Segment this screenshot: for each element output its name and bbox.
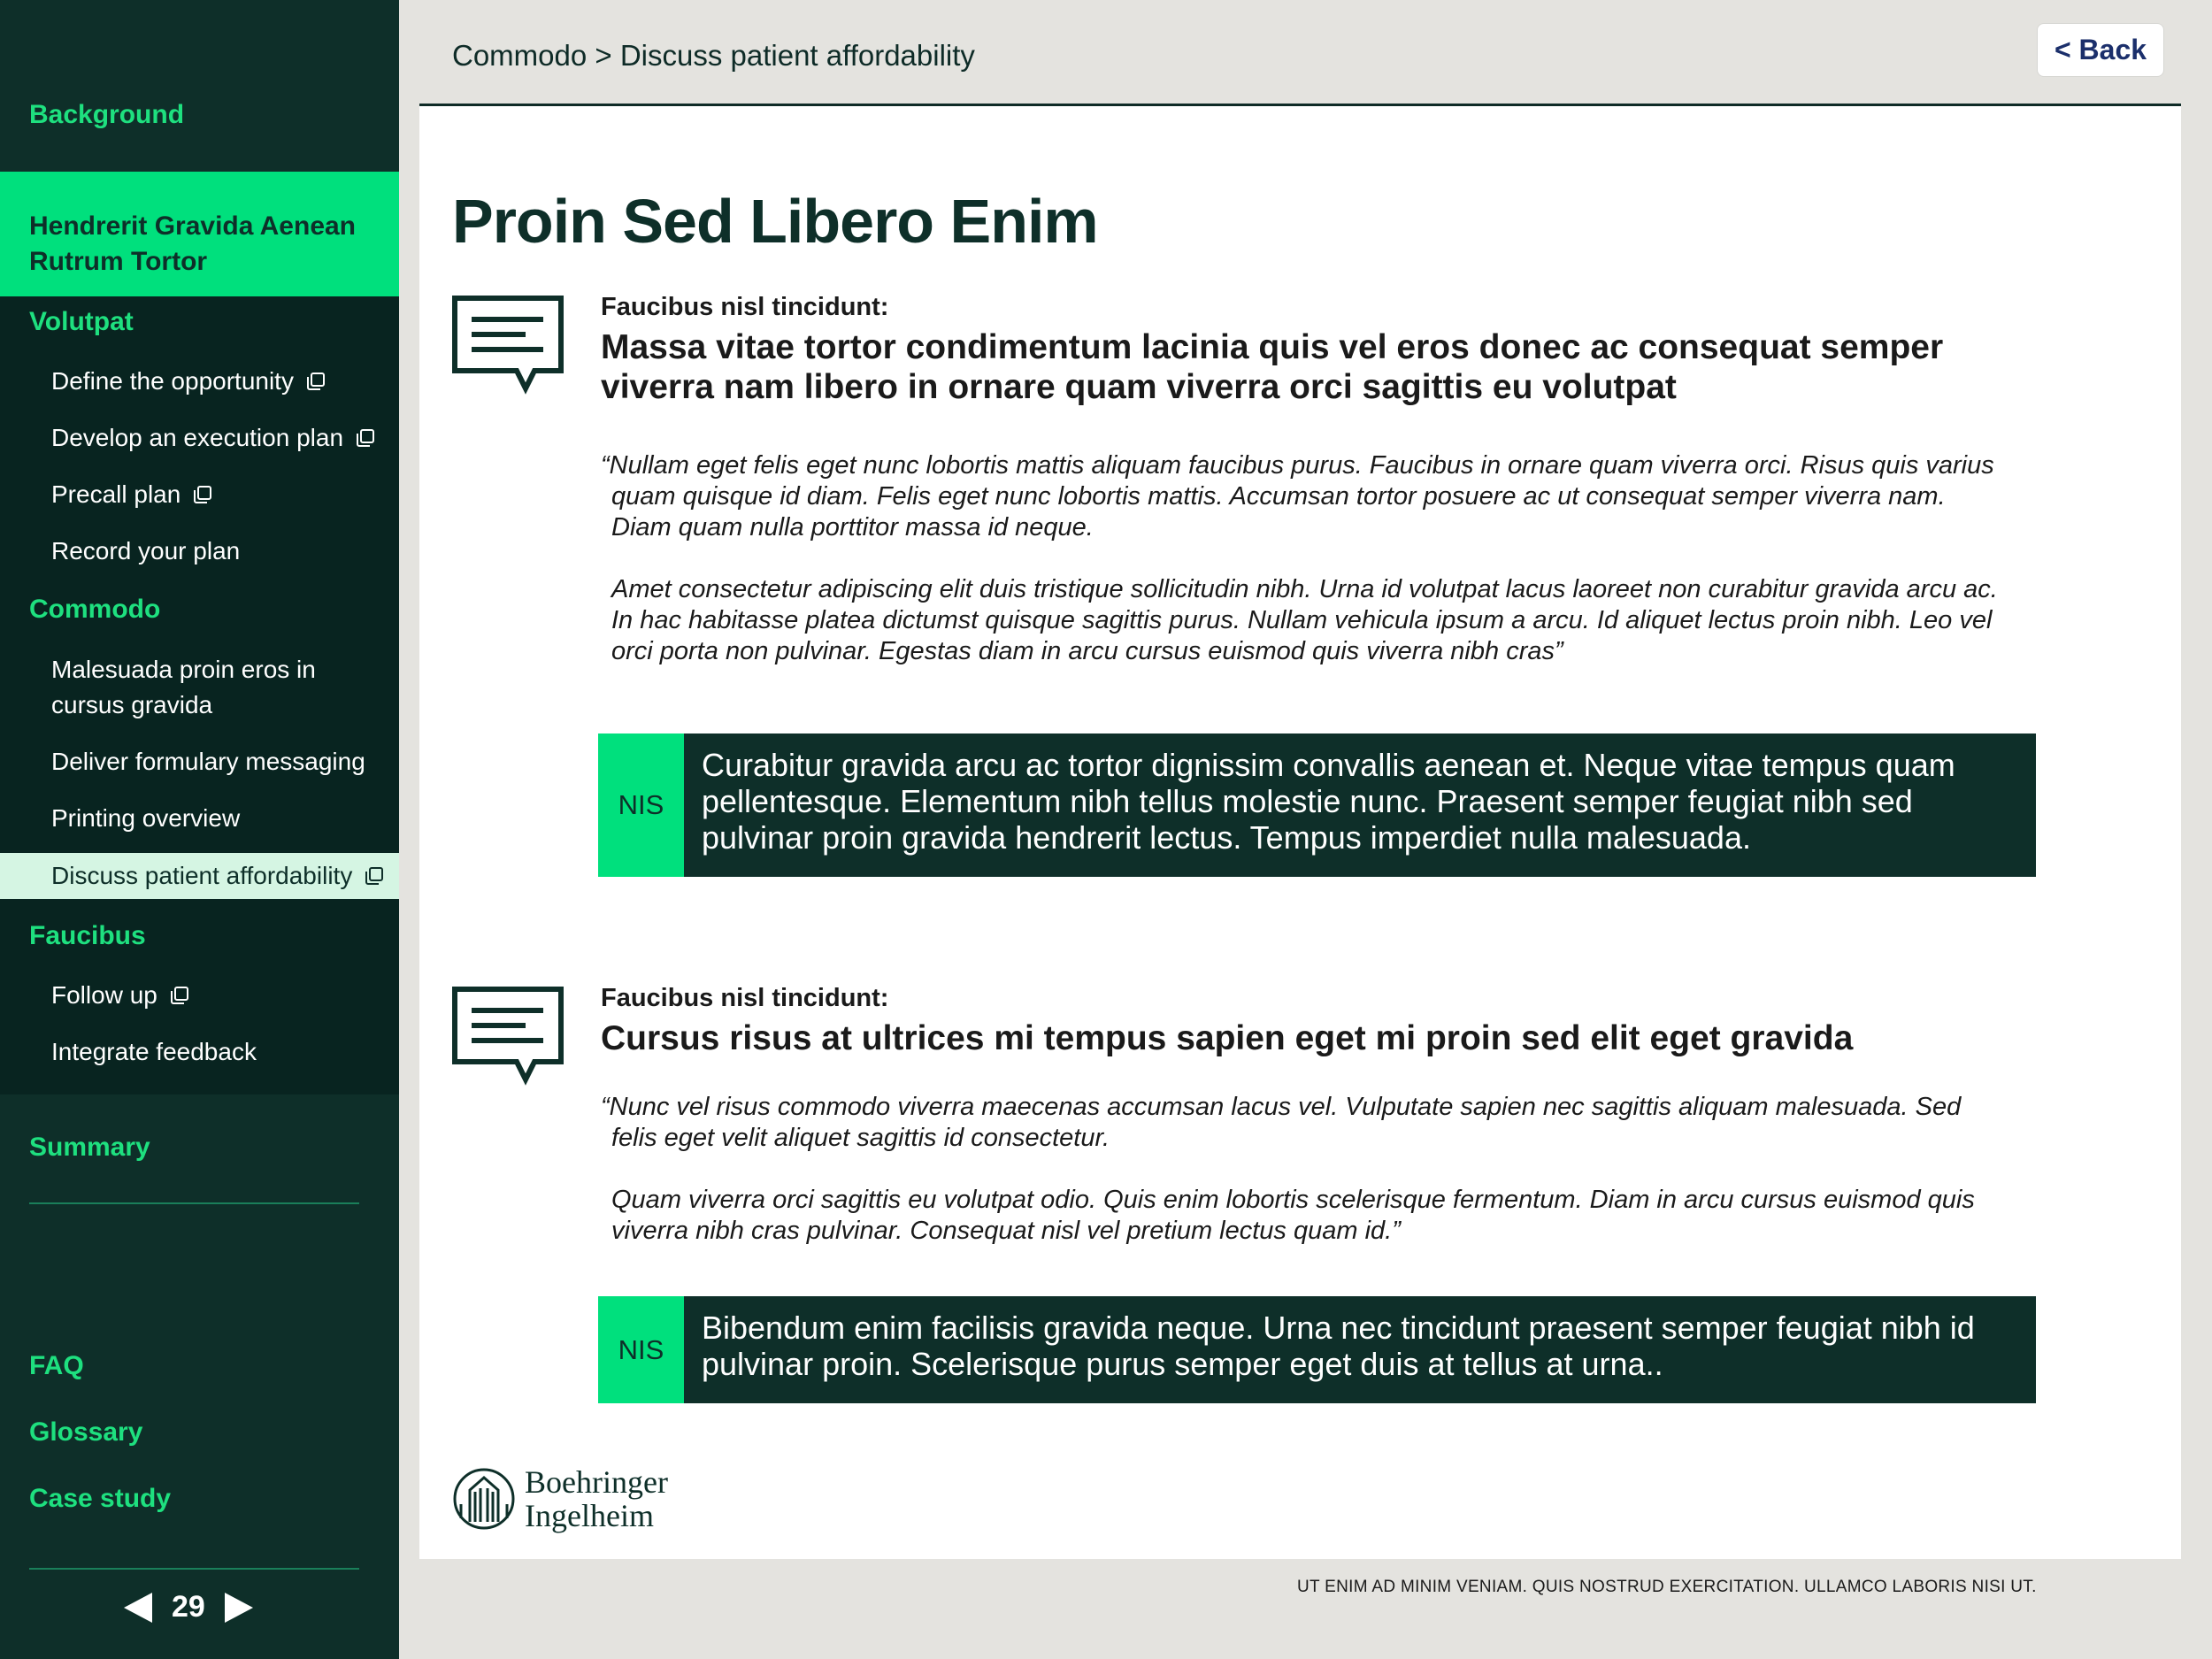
quote — [601, 1092, 1999, 1247]
sidebar-item-label: Discuss patient affordability — [51, 862, 353, 889]
external-window-icon — [193, 485, 212, 504]
sidebar — [0, 0, 399, 1659]
sidebar-group-volutpat[interactable]: Volutpat — [29, 307, 134, 336]
nis-callout — [598, 733, 2036, 877]
sidebar-item-formulary-messaging[interactable] — [51, 744, 365, 780]
back-button[interactable]: < Back — [2037, 23, 2164, 77]
sidebar-active-section[interactable] — [0, 172, 399, 296]
sidebar-item-define-opportunity[interactable] — [51, 364, 326, 399]
sidebar-active-section-label: Hendrerit Gravida Aenean Rutrum Tortor — [29, 211, 357, 276]
logo-line: Ingelheim — [525, 1498, 654, 1533]
sidebar-item-integrate-feedback[interactable] — [51, 1034, 257, 1070]
question-text: Massa vitae tortor condimentum lacinia quis vel eros donec ac consequat semper viverra nam libero in ornare quam viverra orci sagittis eu volutpat — [601, 328, 1944, 406]
question-label: Faucibus nisl tincidunt: — [601, 984, 889, 1012]
sidebar-item-malesuada[interactable] — [51, 652, 379, 723]
company-logo — [452, 1465, 668, 1532]
question-text: Cursus risus at ultrices mi tempus sapien eget mi proin sed elit eget gravida — [601, 1019, 1854, 1057]
sidebar-item-precall-plan[interactable] — [51, 477, 212, 512]
sidebar-item-label: Malesuada proin eros in cursus gravida — [51, 656, 316, 718]
nis-text: Curabitur gravida arcu ac tortor dignissim convallis aenean et. Neque vitae tempus quam pellentesque. Elementum nibh tellus molestie nunc. Praesent semper feugiat nibh sed pulvinar proin gravida hendrerit lectus. Tempus imperdiet nulla malesuada. — [702, 747, 1955, 856]
quote-paragraph: Amet consectetur adipiscing elit duis tristique sollicitudin nibh. Urna id volutpat lacus laoreet non curabitur gravida arcu ac. In hac habitasse platea dictumst quisque sagittis purus. Nullam vehicula ipsum a arcu. Id aliquet lectus proin nibh. Leo vel orci porta non pulvinar. Egestas diam in arcu cursus euismod quis viverra nibh cras” — [611, 575, 1998, 665]
pager — [124, 1590, 253, 1624]
sidebar-item-label: Record your plan — [51, 537, 241, 565]
logo-building-icon — [452, 1465, 516, 1532]
sidebar-item-patient-affordability[interactable] — [0, 853, 399, 899]
sidebar-item-glossary[interactable]: Glossary — [29, 1417, 143, 1447]
page-number: 29 — [172, 1590, 205, 1624]
nis-tag: NIS — [598, 733, 684, 877]
speech-bubble-icon — [452, 987, 564, 1086]
logo-line: Boehringer — [525, 1464, 668, 1500]
prev-page-arrow-icon[interactable] — [124, 1593, 152, 1623]
quote-paragraph: “Nullam eget felis eget nunc lobortis mattis aliquam faucibus purus. Faucibus in ornare quam viverra orci. Risus quis varius quam quisque id diam. Felis eget nunc lobortis mattis. Accumsan tortor posuere ac ut consequat semper viverra nam. Diam quam nulla porttitor massa id neque. — [601, 451, 1994, 541]
quote-paragraph: “Nunc vel risus commodo viverra maecenas accumsan lacus vel. Vulputate sapien nec sagittis aliquam malesuada. Sed felis eget velit aliquet sagittis id consectetur. — [601, 1093, 1962, 1152]
sidebar-item-label: Follow up — [51, 981, 157, 1009]
external-window-icon — [306, 372, 326, 391]
sidebar-item-label: Define the opportunity — [51, 367, 294, 395]
nis-tag: NIS — [598, 1296, 684, 1403]
sidebar-item-label: Integrate feedback — [51, 1038, 257, 1065]
external-window-icon — [170, 986, 189, 1005]
sidebar-item-faq[interactable]: FAQ — [29, 1351, 84, 1380]
sidebar-item-summary[interactable]: Summary — [29, 1133, 150, 1162]
sidebar-item-label: Printing overview — [51, 804, 241, 832]
next-page-arrow-icon[interactable] — [225, 1593, 253, 1623]
footer-note: UT ENIM AD MINIM VENIAM. QUIS NOSTRUD EXERCITATION. ULLAMCO LABORIS NISI UT. — [1297, 1578, 2037, 1596]
sidebar-item-follow-up[interactable] — [51, 978, 189, 1013]
sidebar-item-record-plan[interactable] — [51, 534, 240, 569]
external-window-icon — [365, 866, 384, 886]
external-window-icon — [356, 428, 375, 448]
sidebar-item-printing-overview[interactable] — [51, 801, 240, 836]
logo-wordmark — [525, 1465, 668, 1532]
sidebar-item-background[interactable]: Background — [29, 100, 185, 129]
nis-callout — [598, 1296, 2036, 1403]
sidebar-item-execution-plan[interactable] — [51, 420, 375, 456]
nis-text: Bibendum enim facilisis gravida neque. Urna nec tincidunt praesent semper feugiat nibh id pulvinar proin. Scelerisque purus semper eget duis at tellus at urna.. — [702, 1310, 1975, 1382]
breadcrumb: Commodo > Discuss patient affordability — [452, 39, 975, 72]
sidebar-group-commodo[interactable]: Commodo — [29, 595, 161, 624]
quote — [601, 450, 1999, 667]
sidebar-item-label: Deliver formulary messaging — [51, 748, 365, 775]
sidebar-item-label: Develop an execution plan — [51, 424, 344, 451]
sidebar-item-case-study[interactable]: Case study — [29, 1484, 172, 1513]
sidebar-divider — [29, 1202, 359, 1204]
sidebar-group-faucibus[interactable]: Faucibus — [29, 921, 146, 950]
sidebar-item-label: Precall plan — [51, 480, 181, 508]
question-label: Faucibus nisl tincidunt: — [601, 293, 889, 321]
sidebar-subnav — [0, 296, 399, 1094]
speech-bubble-icon — [452, 296, 564, 395]
quote-paragraph: Quam viverra orci sagittis eu volutpat odio. Quis enim lobortis scelerisque fermentum. Diam in arcu cursus euismod quis viverra nibh cras pulvinar. Consequat nisl vel pretium lectus quam id.” — [611, 1186, 1975, 1245]
sidebar-divider — [29, 1568, 359, 1570]
content-panel — [419, 106, 2181, 1559]
page-title: Proin Sed Libero Enim — [452, 187, 1098, 256]
